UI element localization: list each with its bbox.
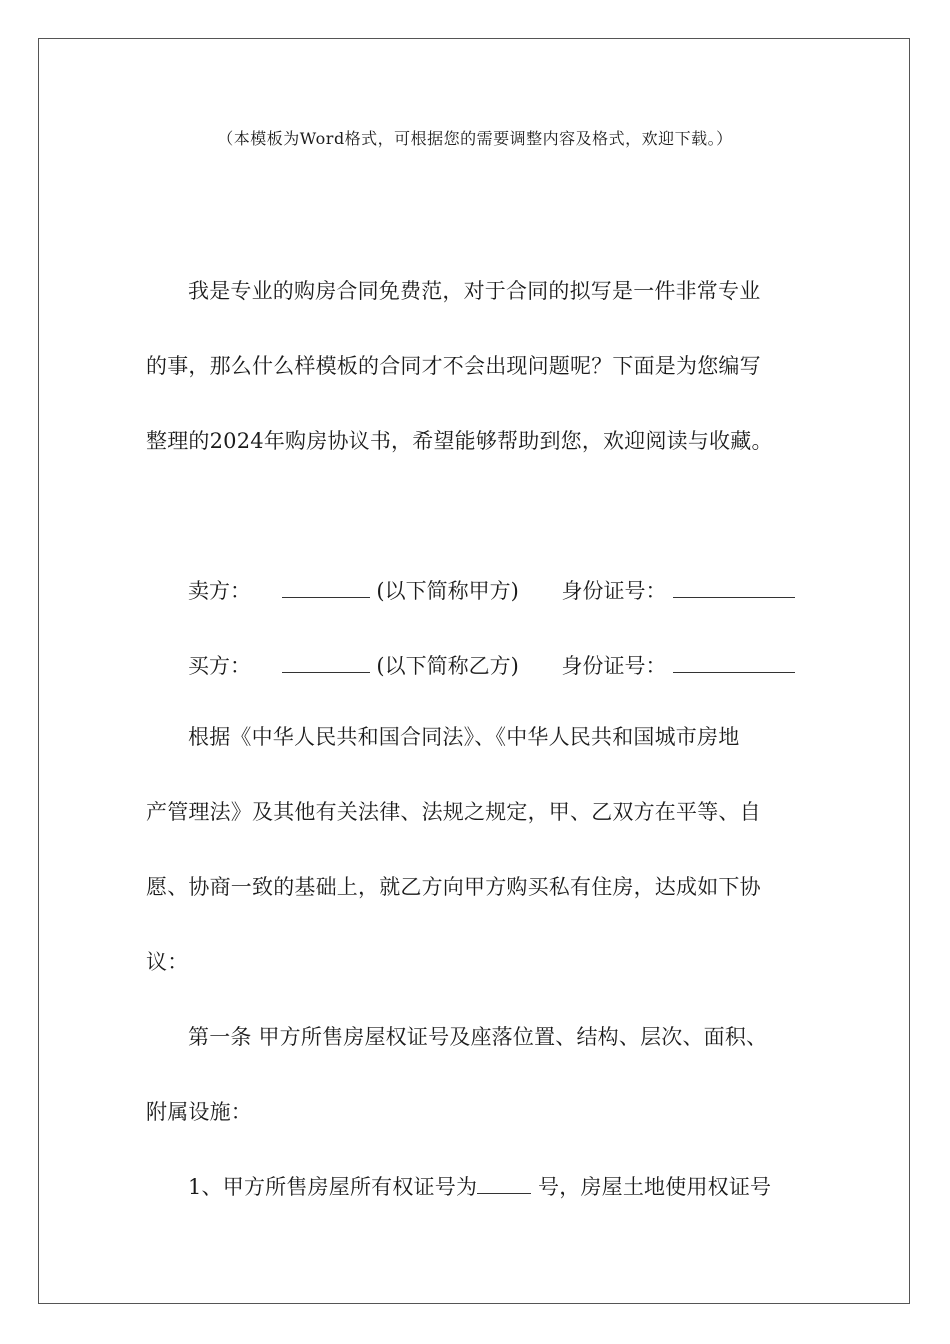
item-1 [146,1150,808,1225]
template-note: （本模板为Word格式，可根据您的需要调整内容及格式，欢迎下载。） [217,129,733,148]
buyer-label: 买方： [188,654,251,678]
basis-line: 愿、协商一致的基础上，就乙方向甲方购买私有住房，达成如下协 [146,875,761,899]
seller-name-blank[interactable] [282,579,370,598]
basis-paragraph [146,700,808,1000]
seller-id-label: 身份证号： [561,579,667,603]
basis-line: 根据《中华人民共和国合同法》、《中华人民共和国城市房地 [188,725,740,749]
intro-line: 整理的2024年购房协议书，希望能够帮助到您，欢迎阅读与收藏。 [146,429,773,453]
buyer-id-label: 身份证号： [561,654,667,678]
buyer-name-blank[interactable] [282,654,370,673]
item-1-suffix: 号，房屋土地使用权证号 [531,1175,772,1199]
intro-line: 的事，那么什么样模板的合同才不会出现问题呢？下面是为您编写 [146,354,761,378]
item-1-prefix: 1、甲方所售房屋所有权证号为 [188,1175,478,1199]
item-1-line [146,1150,808,1225]
basis-line: 产管理法》及其他有关法律、法规之规定，甲、乙双方在平等、自 [146,800,761,824]
seller-note: (以下简称甲方) [376,579,519,603]
buyer-row [188,650,795,680]
article-1-line: 附属设施： [146,1100,252,1124]
article-1-line: 第一条 甲方所售房屋权证号及座落位置、结构、层次、面积、 [188,1025,768,1049]
buyer-id-blank[interactable] [673,654,795,673]
basis-line: 议： [146,950,189,974]
seller-row [188,575,795,605]
seller-label: 卖方： [188,579,251,603]
buyer-note: (以下简称乙方) [376,654,519,678]
seller-id-blank[interactable] [673,579,795,598]
certificate-number-blank[interactable] [477,1175,531,1194]
intro-line: 我是专业的购房合同免费范，对于合同的拟写是一件非常专业 [188,279,761,303]
intro-paragraph [146,254,808,479]
article-1 [146,1000,808,1150]
